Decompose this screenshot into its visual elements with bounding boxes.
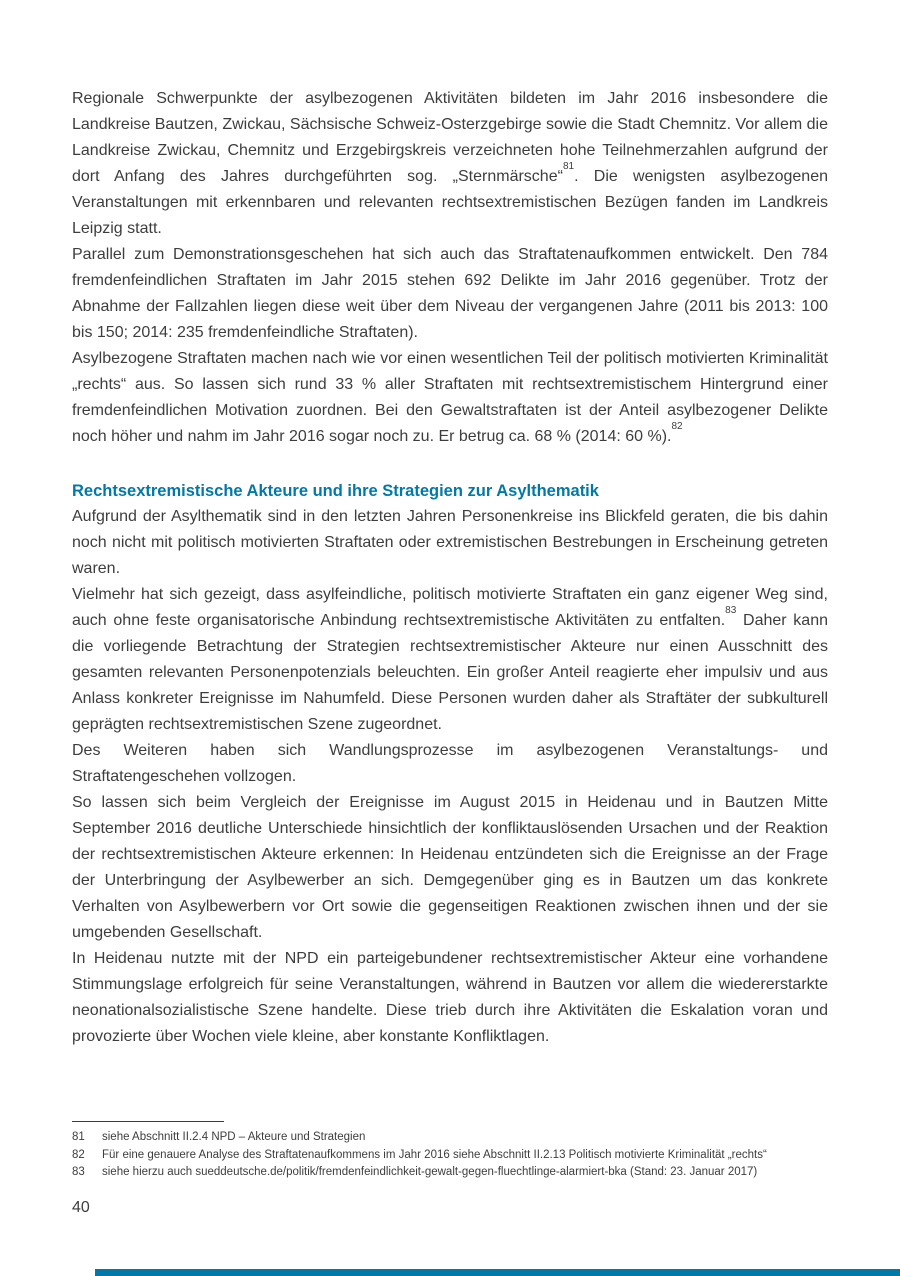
main-text-block: [72, 86, 828, 1050]
paragraph-asylfeindliche-straftaten: [72, 582, 828, 738]
paragraph-regional-schwerpunkte: [72, 86, 828, 242]
paragraph-asylbezogene-straftaten: [72, 346, 828, 450]
paragraph-straftatenaufkommen: Parallel zum Demonstrationsgeschehen hat sich auch das Straftatenaufkommen entwickelt. Den 784 fremdenfeindlichen Straftaten im Jahr 2015 stehen 692 Delikte im Jahr 2016 gegenüber. Trotz der Abnahme der Fallzahlen liegen diese weit über dem Niveau der vergangenen Jahre (2011 bis 2013: 100 bis 150; 2014: 235 fremdenfeindliche Straftaten).: [72, 246, 828, 341]
footnote-ref-83: 83: [725, 604, 737, 616]
paragraph-heidenau-bautzen-vergleich: So lassen sich beim Vergleich der Ereignisse im August 2015 in Heidenau und in Bautzen Mitte September 2016 deutliche Unterschiede hinsichtlich der konfliktauslösenden Ursachen und der Reaktion der rechtsextremistischen Akteure erkennen: In Heidenau entzündeten sich die Ereignisse an der Frage der Unterbringung der Asylbewerber an sich. Demgegenüber ging es in Bautzen um das konkrete Verhalten von Asylbewerbern vor Ort sowie die gegenseitigen Reaktionen zwischen ihnen und der sie umgebenden Gesellschaft.: [72, 794, 828, 941]
footer-accent-bar: [95, 1269, 900, 1276]
paragraph-asylthematik-personenkreise: Aufgrund der Asylthematik sind in den letzten Jahren Personenkreise ins Blickfeld geraten, die bis dahin noch nicht mit politisch motivierten Straftaten oder extremistischen Bestrebungen in Erscheinung getreten waren.: [72, 508, 828, 577]
footnote-number: 81: [72, 1131, 85, 1143]
footnote-ref-82: 82: [671, 420, 683, 432]
paragraph-wandlungsprozesse: Des Weiteren haben sich Wandlungsprozesse im asylbezogenen Veranstaltungs- und Straftatengeschehen vollzogen.: [72, 742, 828, 785]
footnotes-section: [72, 1121, 832, 1182]
section-heading-akteure-strategien: Rechtsextremistische Akteure und ihre Strategien zur Asylthematik: [72, 482, 599, 500]
footnote-text: siehe hierzu auch sueddeutsche.de/politik/fremdenfeindlichkeit-gewalt-gegen-fluechtlinge-alarmiert-bka (Stand: 23. Januar 2017): [102, 1166, 758, 1178]
paragraph-text: Daher kann die vorliegende Betrachtung der Strategien rechtsextremistischer Akteure nur einen Ausschnitt des gesamten relevanten Personenpotenzials beleuchten. Ein großer Anteil reagierte eher impulsiv und aus Anlass konkreter Ereignisse im Nahumfeld. Diese Personen wurden daher als Straftäter der subkulturell geprägten rechtsextremistischen Szene zugeordnet.: [72, 612, 828, 733]
footnote-83: [72, 1164, 832, 1182]
footnote-number: 82: [72, 1148, 85, 1161]
paragraph-text: Regionale Schwerpunkte der asylbezogenen Aktivitäten bildeten im Jahr 2016 insbesondere die Landkreise Bautzen, Zwickau, Sächsische Schweiz-Osterzgebirge sowie die Stadt Chemnitz. Vor allem die Landkreise Zwickau, Chemnitz und Erzgebirgskreis verzeichneten hohe Teilnehmerzahlen aufgrund der dort Anfang des Jahres durchgeführten sog. „Sternmärsche“: [72, 90, 828, 185]
paragraph-text: Vielmehr hat sich gezeigt, dass asylfeindliche, politisch motivierte Straftaten ein ganz eigener Weg sind, auch ohne feste organisatorische Anbindung rechtsextremistische Aktivitäten zu entfalten.: [72, 586, 828, 629]
footnote-82: [72, 1147, 832, 1165]
footnote-divider: [72, 1121, 224, 1122]
paragraph-npd-heidenau: In Heidenau nutzte mit der NPD ein parteigebundener rechtsextremistischer Akteur eine vorhandene Stimmungslage erfolgreich für seine Veranstaltungen, während in Bautzen vor allem die wiedererstarkte neonationalsozialistische Szene handelte. Diese trieb durch ihre Aktivitäten die Eskalation voran und provozierte über Wochen viele kleine, aber konstante Konfliktlagen.: [72, 950, 828, 1045]
paragraph-text: . Die wenigsten asylbezogenen Veranstaltungen mit erkennbaren und relevanten rechtsextremistischen Bezügen fanden im Landkreis Leipzig statt.: [72, 168, 828, 237]
footnote-text: Für eine genauere Analyse des Straftatenaufkommens im Jahr 2016 siehe Abschnitt II.2.13 Politisch motivierte Kriminalität „rechts“: [102, 1148, 767, 1161]
paragraph-text: Asylbezogene Straftaten machen nach wie vor einen wesentlichen Teil der politisch motivierten Kriminalität „rechts“ aus. So lassen sich rund 33 % aller Straftaten mit rechtsextremistischem Hintergrund einer fremdenfeindlichen Motivation zuordnen. Bei den Gewaltstraftaten ist der Anteil asylbezogener Delikte noch höher und nahm im Jahr 2016 sogar noch zu. Er betrug ca. 68 % (2014: 60 %).: [72, 350, 828, 445]
page-number: 40: [72, 1199, 90, 1216]
footnote-81: [72, 1129, 832, 1147]
footnote-ref-81: 81: [562, 160, 575, 172]
footnote-text: siehe Abschnitt II.2.4 NPD – Akteure und Strategien: [102, 1131, 366, 1143]
footnote-number: 83: [72, 1166, 85, 1178]
